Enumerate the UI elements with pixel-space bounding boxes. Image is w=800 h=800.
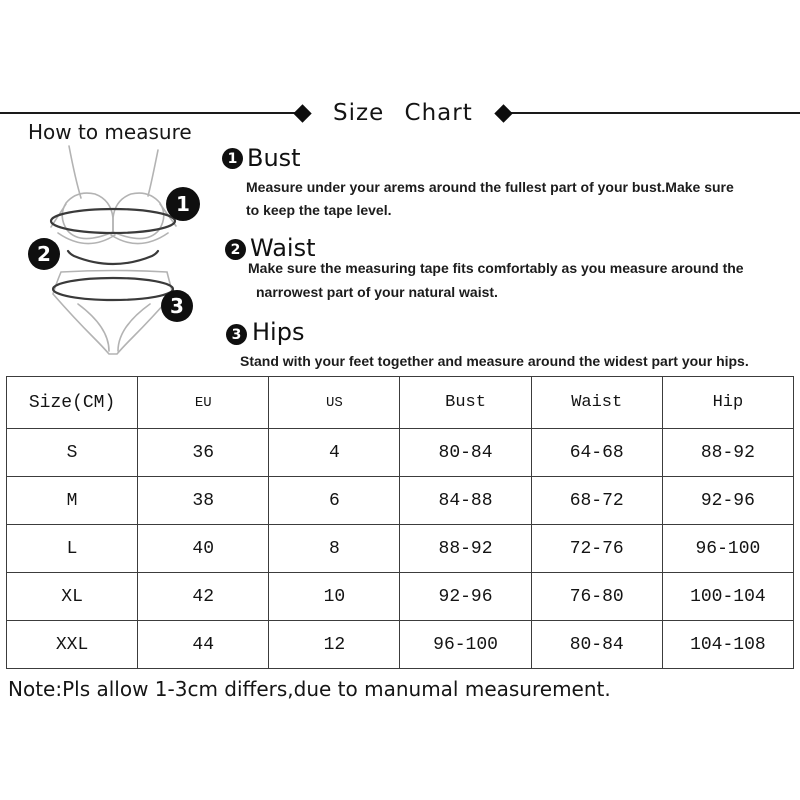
diagram-badge-3 — [161, 290, 193, 322]
cell: 12 — [269, 621, 400, 669]
table-row-l — [7, 525, 794, 573]
diamond-icon — [293, 104, 311, 122]
bust-heading: Bust — [247, 144, 301, 172]
waist-heading: Waist — [250, 234, 316, 262]
hips-description-line-1: Stand with your feet together and measure around the widest part your hips. — [240, 353, 749, 369]
waist-number-badge: 2 — [225, 239, 246, 260]
measurement-note: Note:Pls allow 1-3cm differs,due to manumal measurement. — [8, 677, 611, 701]
cell: L — [7, 525, 138, 573]
cell: 96-100 — [400, 621, 531, 669]
table-row-xxl — [7, 621, 794, 669]
leg-opening-right — [118, 304, 150, 351]
diagram-badge-3-number: 3 — [170, 294, 184, 318]
hips-heading: Hips — [252, 318, 305, 346]
cell: 72-76 — [531, 525, 662, 573]
cell: 92-96 — [662, 477, 793, 525]
bikini-measure-diagram — [20, 142, 225, 367]
page-title: Size Chart — [333, 100, 473, 126]
header-rule-right — [510, 112, 800, 114]
bikini-bottom-outline — [53, 271, 173, 355]
cell: 44 — [138, 621, 269, 669]
cell: M — [7, 477, 138, 525]
cell: 84-88 — [400, 477, 531, 525]
bust-number-badge: 1 — [222, 148, 243, 169]
table-row-xl — [7, 573, 794, 621]
col-header-bust: Bust — [400, 377, 531, 429]
cell: 42 — [138, 573, 269, 621]
col-header-waist: Waist — [531, 377, 662, 429]
diagram-badge-2 — [28, 238, 60, 270]
size-table-header-row — [7, 377, 794, 429]
table-row-m — [7, 477, 794, 525]
strap-left — [69, 146, 81, 198]
cell: 6 — [269, 477, 400, 525]
col-header-hip: Hip — [662, 377, 793, 429]
cell: 64-68 — [531, 429, 662, 477]
cell: 92-96 — [400, 573, 531, 621]
cell: 96-100 — [662, 525, 793, 573]
cell: 4 — [269, 429, 400, 477]
cell: 88-92 — [662, 429, 793, 477]
size-table-container — [6, 376, 794, 669]
size-table — [6, 376, 794, 669]
cell: 80-84 — [400, 429, 531, 477]
cell: 76-80 — [531, 573, 662, 621]
how-to-measure-title: How to measure — [28, 120, 192, 144]
hips-number-badge: 3 — [226, 324, 247, 345]
diagram-badge-2-number: 2 — [37, 242, 51, 266]
col-header-eu: EU — [138, 377, 269, 429]
strap-right — [148, 150, 158, 196]
cell: 38 — [138, 477, 269, 525]
header-rule-left — [0, 112, 296, 114]
waist-description-line-2: narrowest part of your natural waist. — [256, 284, 498, 300]
waist-description-line-1: Make sure the measuring tape fits comfortably as you measure around the — [248, 260, 744, 276]
diagram-badge-1 — [166, 187, 200, 221]
bust-description-line-1: Measure under your arems around the fullest part of your bust.Make sure — [246, 179, 734, 195]
col-header-us: US — [269, 377, 400, 429]
cell: 68-72 — [531, 477, 662, 525]
bust-description-line-2: to keep the tape level. — [246, 202, 392, 218]
cell: S — [7, 429, 138, 477]
cell: 40 — [138, 525, 269, 573]
cell: 104-108 — [662, 621, 793, 669]
cell: 10 — [269, 573, 400, 621]
cell: 88-92 — [400, 525, 531, 573]
cell: XXL — [7, 621, 138, 669]
waist-measure-line — [68, 251, 158, 264]
cell: 36 — [138, 429, 269, 477]
cell: XL — [7, 573, 138, 621]
diamond-icon — [494, 104, 512, 122]
hip-measure-line — [53, 278, 173, 300]
diagram-badge-1-number: 1 — [176, 192, 190, 216]
col-header-size: Size(CM) — [7, 377, 138, 429]
cell: 80-84 — [531, 621, 662, 669]
cell: 8 — [269, 525, 400, 573]
cell: 100-104 — [662, 573, 793, 621]
table-row-s — [7, 429, 794, 477]
